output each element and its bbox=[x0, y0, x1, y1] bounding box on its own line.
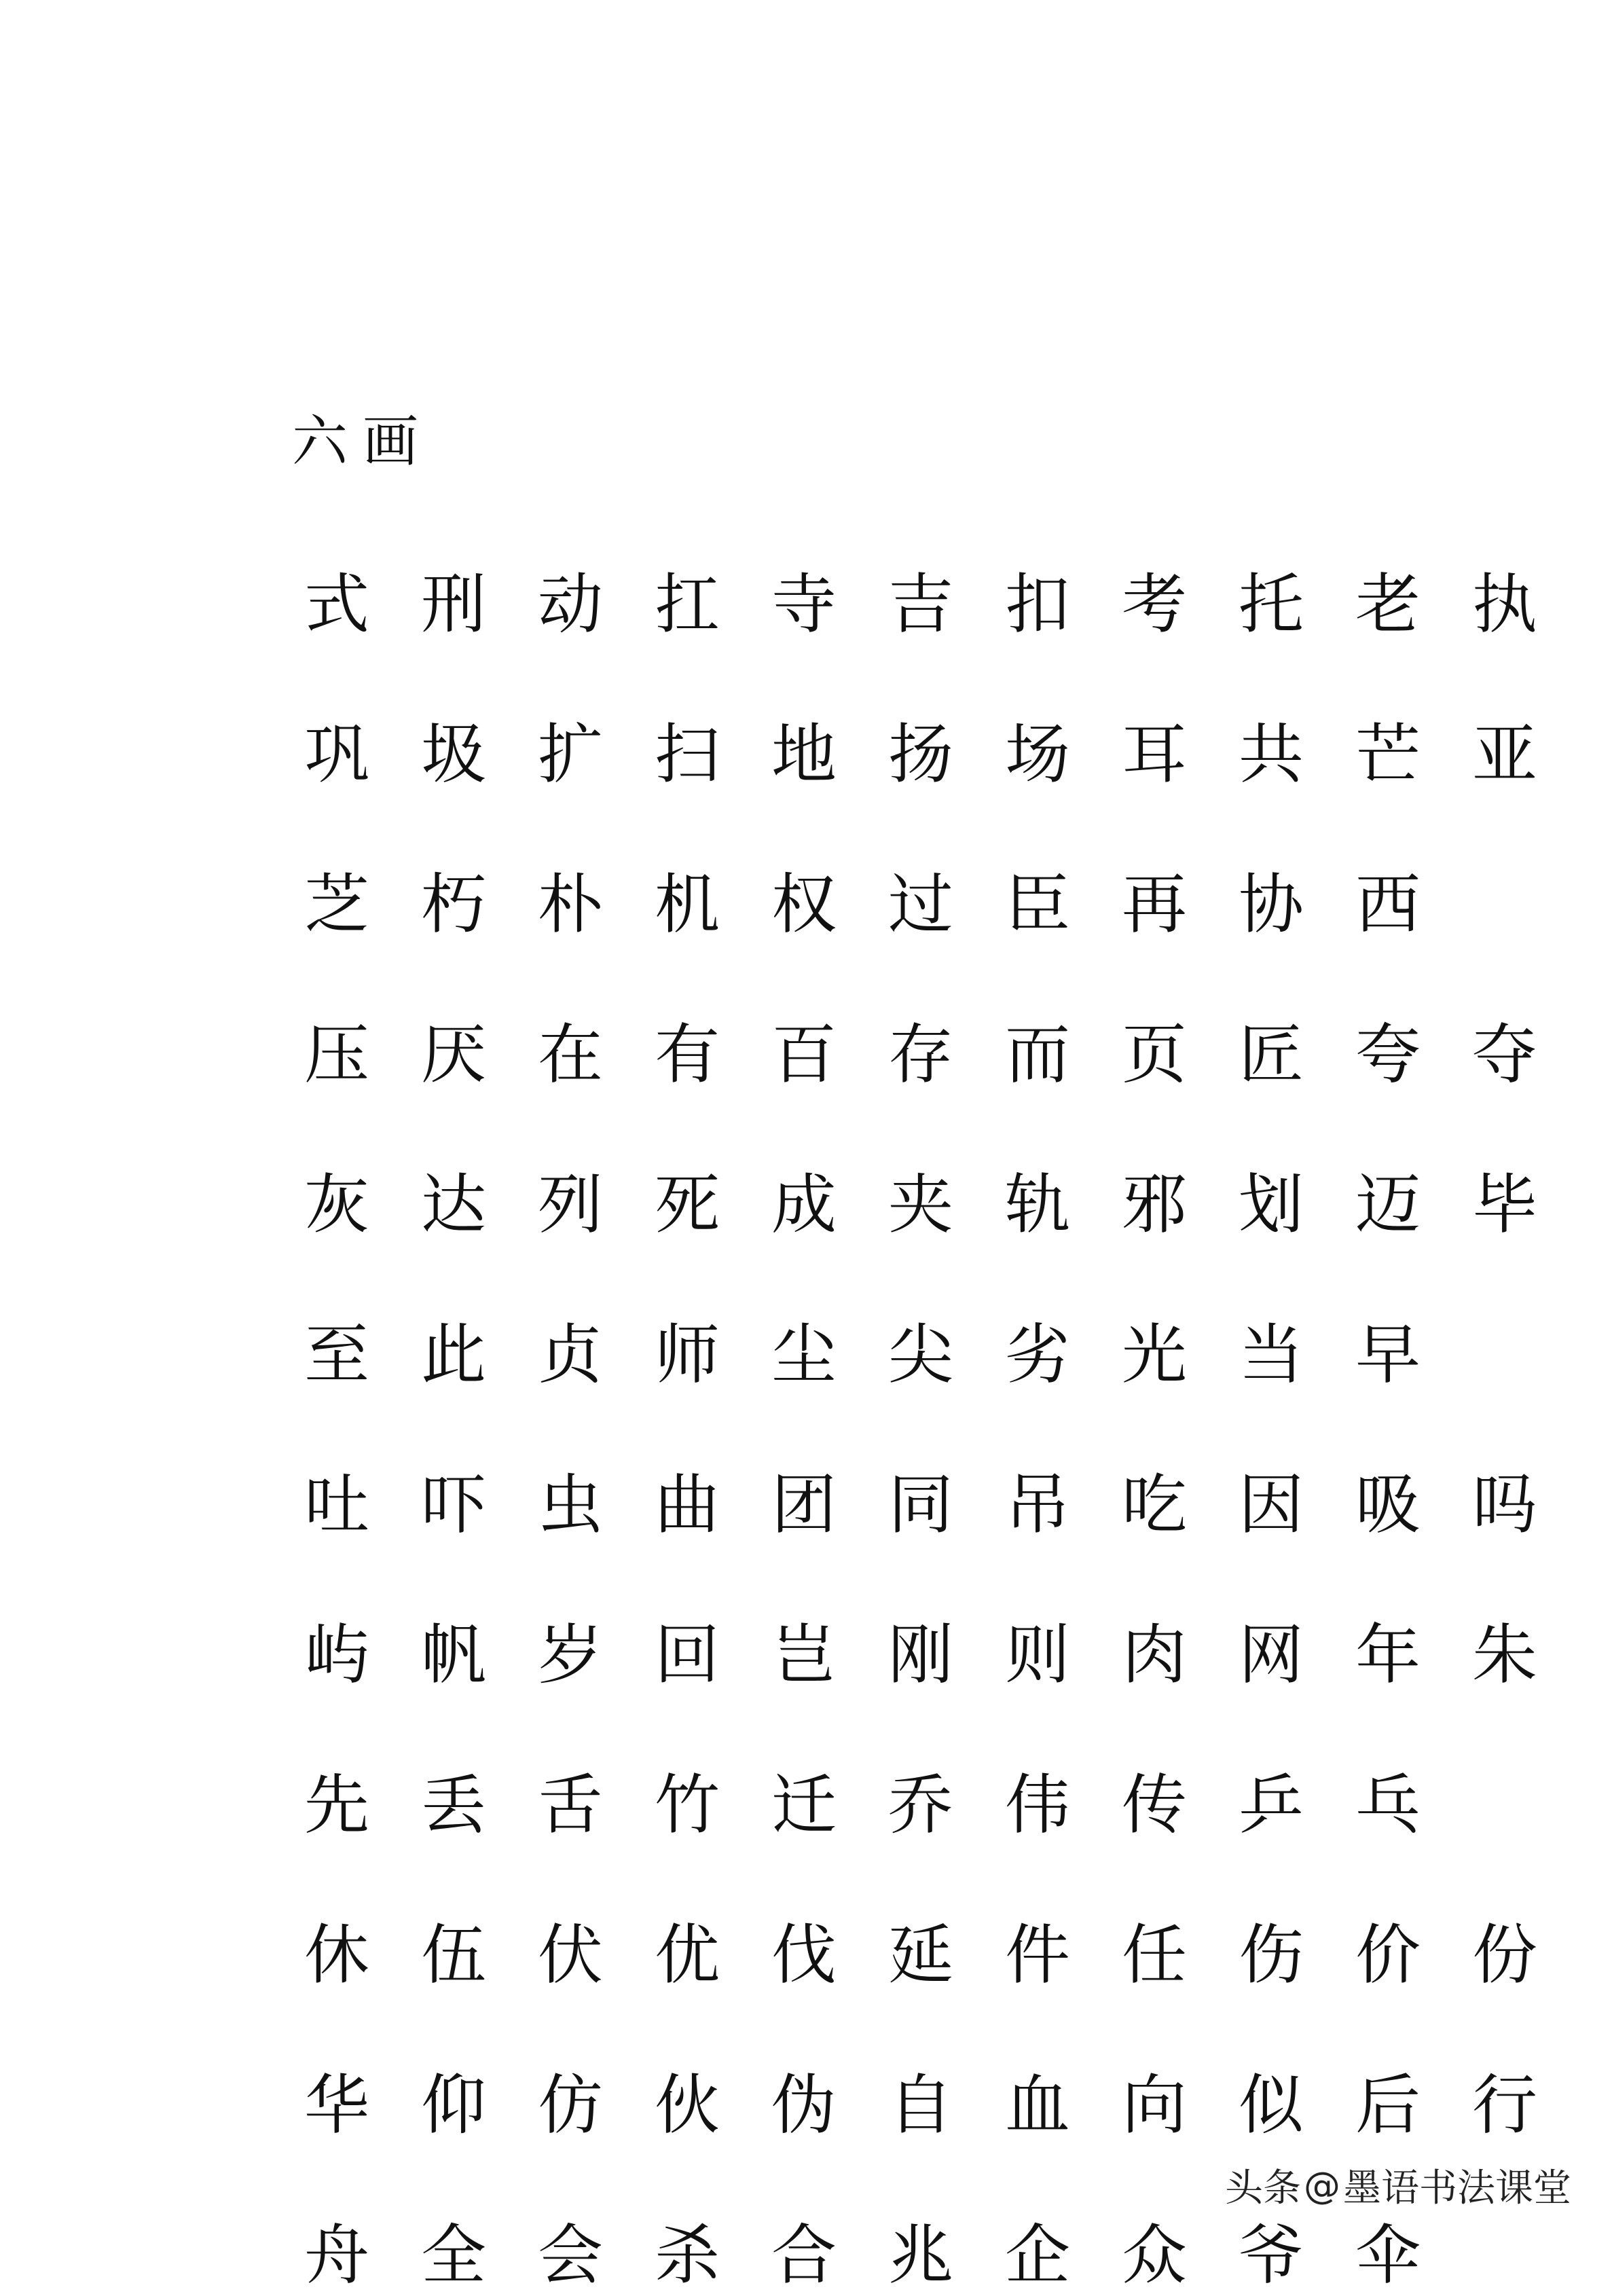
character-cell: 协 bbox=[1239, 867, 1304, 943]
character-cell: 百 bbox=[771, 1017, 837, 1093]
character-cell: 至 bbox=[304, 1317, 369, 1393]
character-cell: 刑 bbox=[421, 566, 486, 642]
character-cell: 夸 bbox=[1355, 1017, 1421, 1093]
character-cell: 价 bbox=[1355, 1917, 1421, 1993]
character-cell: 朴 bbox=[538, 867, 603, 943]
character-cell: 厌 bbox=[421, 1017, 486, 1093]
character-cell: 有 bbox=[655, 1017, 720, 1093]
character-cell: 伍 bbox=[421, 1917, 486, 1993]
character-cell: 朽 bbox=[421, 867, 486, 943]
character-cell: 乔 bbox=[888, 1767, 953, 1843]
character-cell: 亚 bbox=[1472, 716, 1537, 792]
character-cell: 扩 bbox=[538, 716, 603, 792]
character-cell: 圾 bbox=[421, 716, 486, 792]
character-cell: 仿 bbox=[538, 2067, 603, 2143]
character-cell: 会 bbox=[538, 2217, 603, 2293]
character-cell: 夹 bbox=[888, 1167, 953, 1243]
character-cell: 吐 bbox=[304, 1467, 369, 1543]
character-cell: 岁 bbox=[538, 1617, 603, 1693]
character-cell: 吃 bbox=[1122, 1467, 1187, 1543]
character-cell: 行 bbox=[1472, 2067, 1537, 2143]
character-cell: 自 bbox=[888, 2067, 953, 2143]
character-cell: 压 bbox=[304, 1017, 369, 1093]
character-row bbox=[278, 564, 1563, 645]
character-cell: 动 bbox=[538, 566, 603, 642]
character-cell: 划 bbox=[1239, 1167, 1304, 1243]
character-row bbox=[278, 1314, 1446, 1396]
character-cell: 芝 bbox=[304, 867, 369, 943]
character-cell: 向 bbox=[1122, 2067, 1187, 2143]
character-row bbox=[278, 1464, 1563, 1546]
character-row bbox=[278, 2215, 1446, 2296]
character-cell: 传 bbox=[1122, 1767, 1187, 1843]
character-cell: 西 bbox=[1355, 867, 1421, 943]
character-cell: 众 bbox=[1122, 2217, 1187, 2293]
character-cell: 尘 bbox=[771, 1317, 837, 1393]
character-cell: 劣 bbox=[1005, 1317, 1070, 1393]
character-cell: 托 bbox=[1239, 566, 1304, 642]
character-cell: 耳 bbox=[1122, 716, 1187, 792]
character-cell: 份 bbox=[1472, 1917, 1537, 1993]
character-cell: 页 bbox=[1122, 1017, 1187, 1093]
character-cell: 臣 bbox=[1005, 867, 1070, 943]
character-cell: 则 bbox=[1005, 1617, 1070, 1693]
watermark-platform: 头条 bbox=[1225, 2166, 1301, 2210]
character-cell: 乓 bbox=[1355, 1767, 1421, 1843]
character-row bbox=[278, 1614, 1563, 1696]
watermark-at: @ bbox=[1304, 2164, 1340, 2207]
character-cell: 因 bbox=[1239, 1467, 1304, 1543]
character-cell: 寺 bbox=[771, 566, 837, 642]
character-cell: 芒 bbox=[1355, 716, 1421, 792]
character-cell: 光 bbox=[1122, 1317, 1187, 1393]
character-cell: 同 bbox=[888, 1467, 953, 1543]
character-row bbox=[278, 864, 1446, 945]
character-cell: 华 bbox=[304, 2067, 369, 2143]
character-cell: 尖 bbox=[888, 1317, 953, 1393]
character-cell: 丢 bbox=[421, 1767, 486, 1843]
character-cell: 扣 bbox=[1005, 566, 1070, 642]
character-cell: 早 bbox=[1355, 1317, 1421, 1393]
character-cell: 延 bbox=[888, 1917, 953, 1993]
character-cell: 曲 bbox=[655, 1467, 720, 1543]
character-cell: 老 bbox=[1355, 566, 1421, 642]
character-cell: 优 bbox=[655, 1917, 720, 1993]
character-cell: 伪 bbox=[771, 2067, 837, 2143]
character-cell: 匠 bbox=[1239, 1017, 1304, 1093]
character-cell: 吊 bbox=[1005, 1467, 1070, 1543]
character-cell: 屿 bbox=[304, 1617, 369, 1693]
character-cell: 伏 bbox=[538, 1917, 603, 1993]
character-row bbox=[278, 714, 1563, 795]
character-cell: 乒 bbox=[1239, 1767, 1304, 1843]
character-cell: 帆 bbox=[421, 1617, 486, 1693]
character-cell: 扫 bbox=[655, 716, 720, 792]
character-cell: 达 bbox=[421, 1167, 486, 1243]
character-cell: 巩 bbox=[304, 716, 369, 792]
character-cell: 过 bbox=[888, 867, 953, 943]
character-cell: 合 bbox=[771, 2217, 837, 2293]
character-cell: 地 bbox=[771, 716, 837, 792]
character-cell: 刚 bbox=[888, 1617, 953, 1693]
character-cell: 再 bbox=[1122, 867, 1187, 943]
character-cell: 此 bbox=[421, 1317, 486, 1393]
character-cell: 当 bbox=[1239, 1317, 1304, 1393]
character-cell: 执 bbox=[1472, 566, 1537, 642]
character-cell: 网 bbox=[1239, 1617, 1304, 1693]
character-cell: 轨 bbox=[1005, 1167, 1070, 1243]
character-cell: 团 bbox=[771, 1467, 837, 1543]
character-cell: 死 bbox=[655, 1167, 720, 1243]
character-cell: 夺 bbox=[1472, 1017, 1537, 1093]
character-cell: 扬 bbox=[888, 716, 953, 792]
character-cell: 而 bbox=[1005, 1017, 1070, 1093]
character-cell: 伙 bbox=[655, 2067, 720, 2143]
character-row bbox=[278, 1914, 1563, 1996]
character-cell: 师 bbox=[655, 1317, 720, 1393]
character-cell: 毕 bbox=[1472, 1167, 1537, 1243]
character-cell: 伟 bbox=[1005, 1767, 1070, 1843]
character-cell: 伤 bbox=[1239, 1917, 1304, 1993]
character-cell: 舌 bbox=[538, 1767, 603, 1843]
character-cell: 血 bbox=[1005, 2067, 1070, 2143]
character-cell: 仰 bbox=[421, 2067, 486, 2143]
character-cell: 年 bbox=[1355, 1617, 1421, 1693]
character-cell: 扛 bbox=[655, 566, 720, 642]
watermark bbox=[1218, 2155, 1578, 2215]
character-cell: 兆 bbox=[888, 2217, 953, 2293]
character-cell: 朱 bbox=[1472, 1617, 1537, 1693]
character-row bbox=[278, 1014, 1563, 1095]
character-cell: 伞 bbox=[1355, 2217, 1421, 2293]
character-cell: 吓 bbox=[421, 1467, 486, 1543]
character-cell: 后 bbox=[1355, 2067, 1421, 2143]
character-cell: 先 bbox=[304, 1767, 369, 1843]
character-cell: 企 bbox=[1005, 2217, 1070, 2293]
character-cell: 休 bbox=[304, 1917, 369, 1993]
character-cell: 列 bbox=[538, 1167, 603, 1243]
character-cell: 在 bbox=[538, 1017, 603, 1093]
character-cell: 存 bbox=[888, 1017, 953, 1093]
character-cell: 回 bbox=[655, 1617, 720, 1693]
character-cell: 虫 bbox=[538, 1467, 603, 1543]
character-cell: 共 bbox=[1239, 716, 1304, 792]
character-row bbox=[278, 2064, 1563, 2146]
character-cell: 似 bbox=[1239, 2067, 1304, 2143]
character-cell: 机 bbox=[655, 867, 720, 943]
character-cell: 考 bbox=[1122, 566, 1187, 642]
character-cell: 任 bbox=[1122, 1917, 1187, 1993]
character-cell: 全 bbox=[421, 2217, 486, 2293]
character-cell: 吉 bbox=[888, 566, 953, 642]
character-cell: 杀 bbox=[655, 2217, 720, 2293]
character-cell: 权 bbox=[771, 867, 837, 943]
character-cell: 迈 bbox=[1355, 1167, 1421, 1243]
character-cell: 灰 bbox=[304, 1167, 369, 1243]
character-cell: 竹 bbox=[655, 1767, 720, 1843]
character-cell: 爷 bbox=[1239, 2217, 1304, 2293]
character-cell: 式 bbox=[304, 566, 369, 642]
character-cell: 肉 bbox=[1122, 1617, 1187, 1693]
character-row bbox=[278, 1764, 1446, 1846]
character-cell: 场 bbox=[1005, 716, 1070, 792]
character-cell: 吗 bbox=[1472, 1467, 1537, 1543]
character-cell: 迁 bbox=[771, 1767, 837, 1843]
section-heading: 六画 bbox=[292, 409, 434, 474]
character-cell: 伐 bbox=[771, 1917, 837, 1993]
watermark-account: 墨语书法课堂 bbox=[1343, 2166, 1571, 2210]
character-cell: 贞 bbox=[538, 1317, 603, 1393]
character-cell: 邪 bbox=[1122, 1167, 1187, 1243]
character-cell: 岂 bbox=[771, 1617, 837, 1693]
character-cell: 成 bbox=[771, 1167, 837, 1243]
character-row bbox=[278, 1164, 1563, 1245]
character-cell: 吸 bbox=[1355, 1467, 1421, 1543]
character-cell: 舟 bbox=[304, 2217, 369, 2293]
character-cell: 件 bbox=[1005, 1917, 1070, 1993]
